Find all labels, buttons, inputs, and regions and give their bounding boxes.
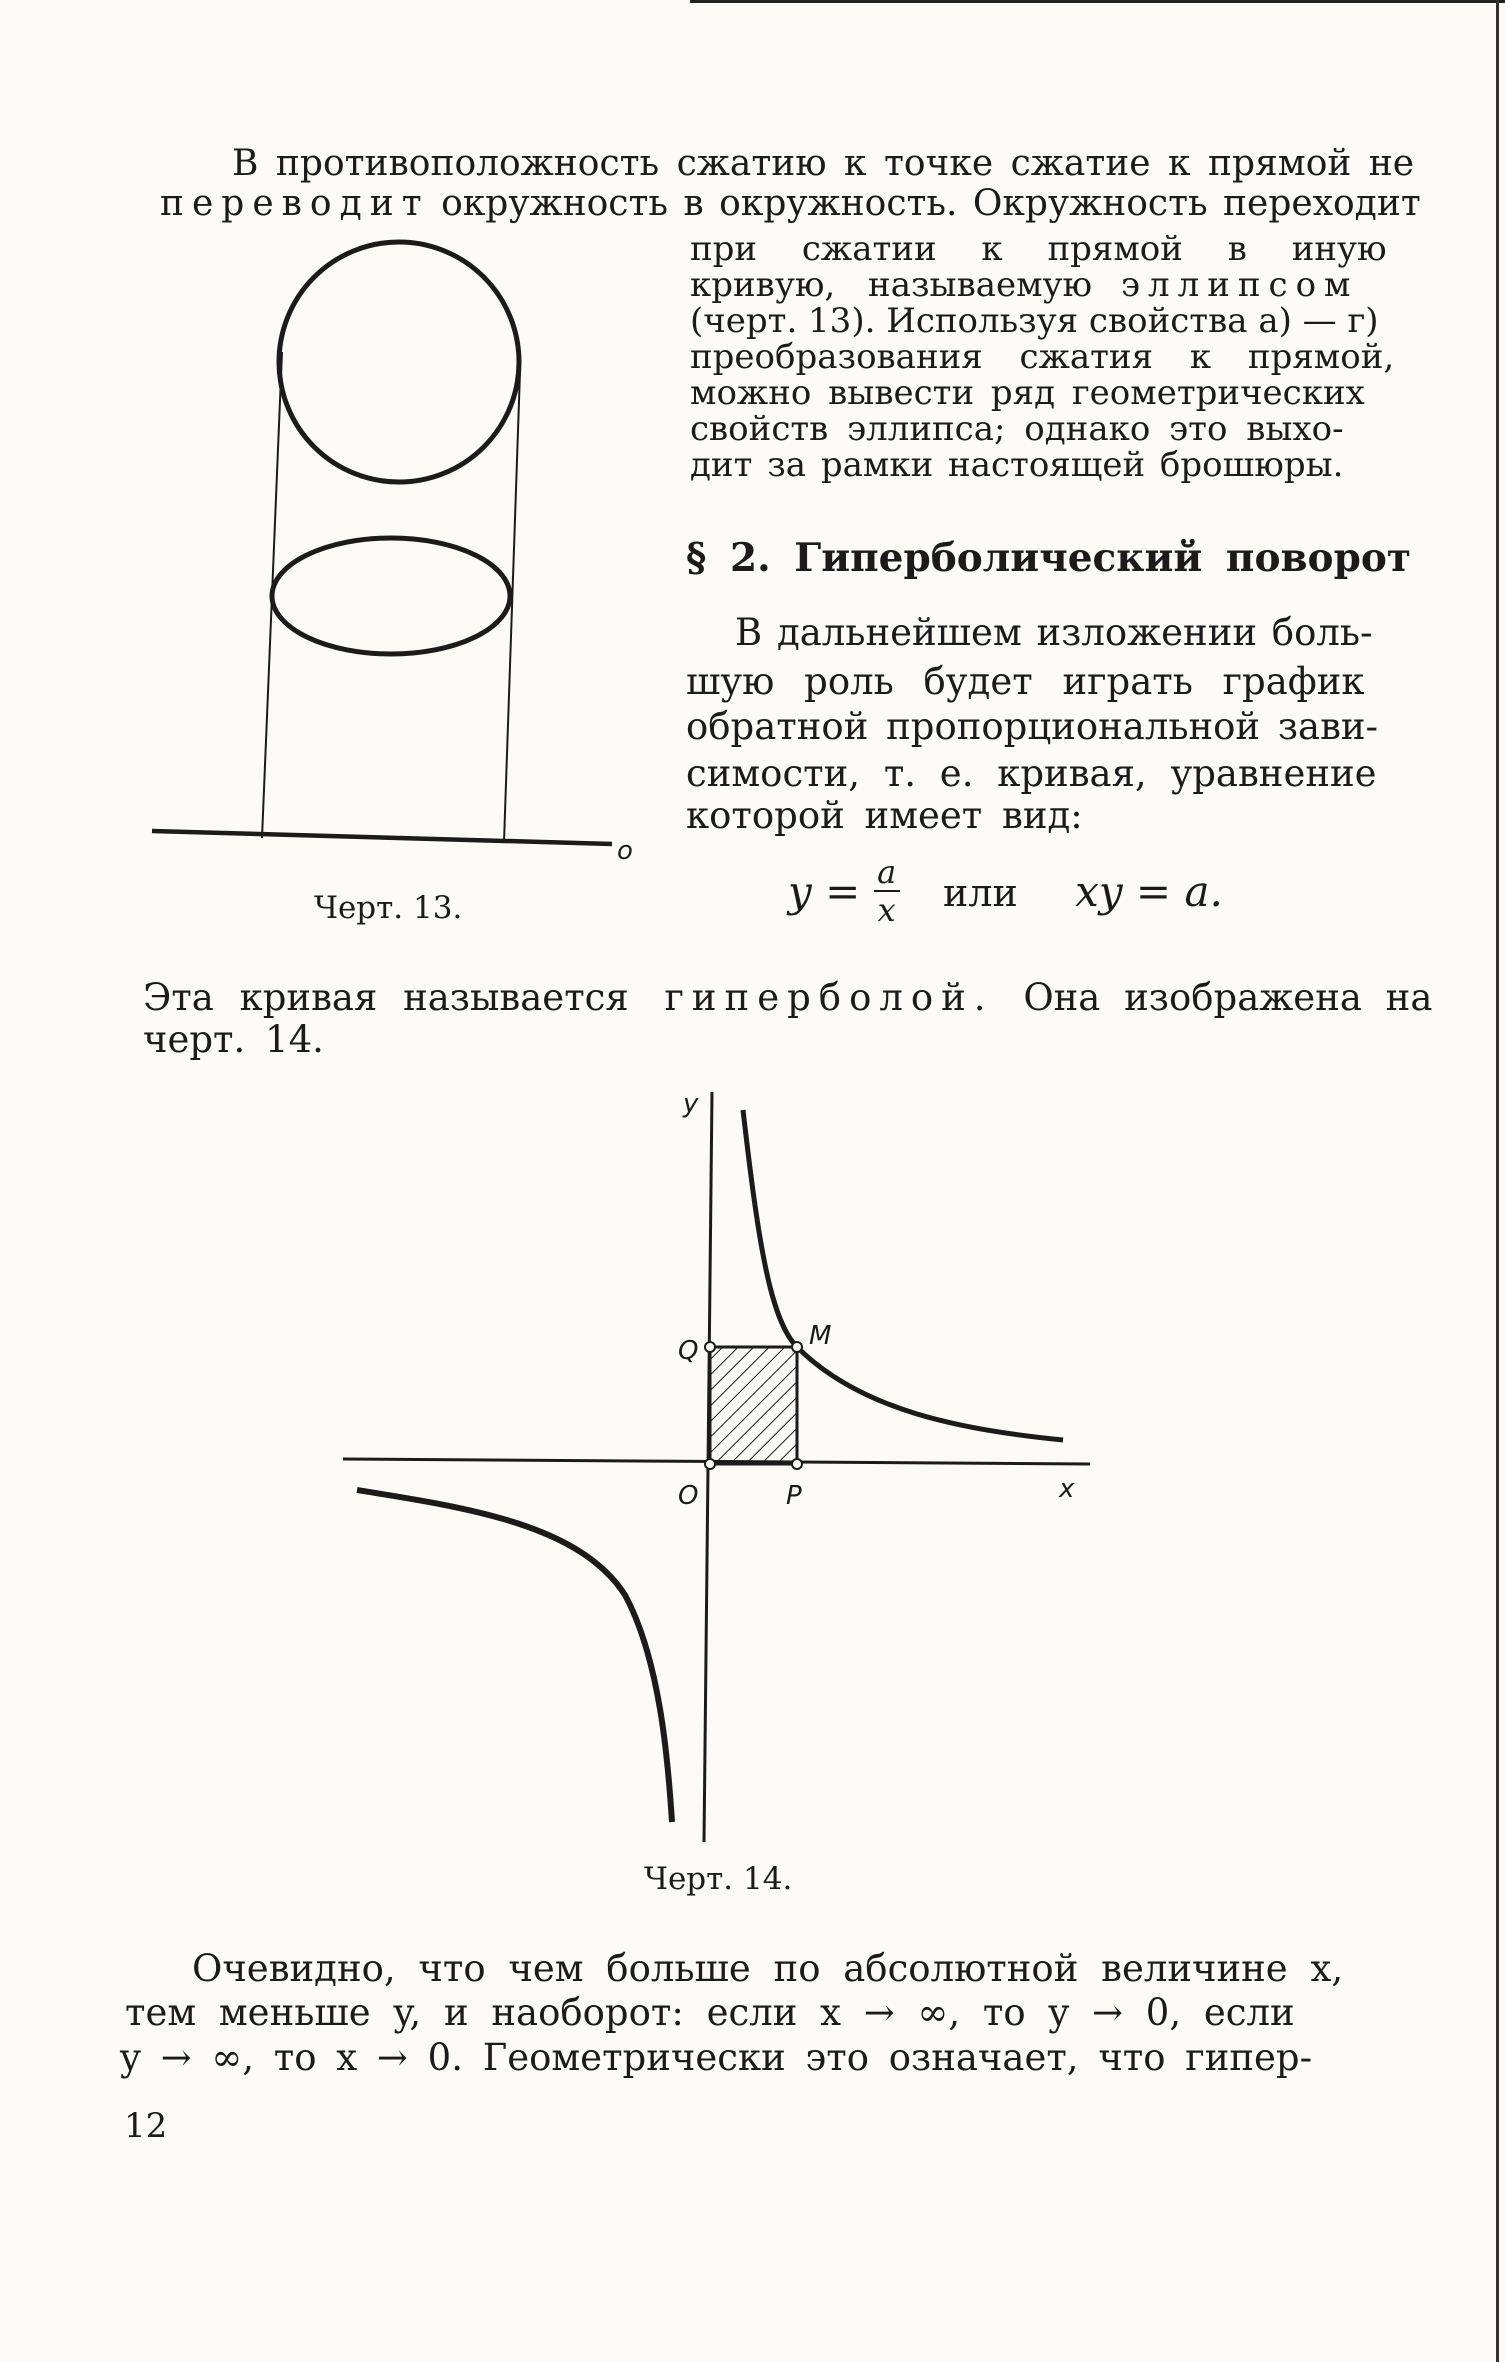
page-number: 12	[124, 2106, 168, 2146]
paragraph-1-line-2-rest: окружность в окружность. Окружность переходит	[441, 183, 1421, 224]
right-col-line-5: можно вывести ряд геометрических	[690, 373, 1365, 413]
point-p	[792, 1459, 802, 1469]
paragraph-2-line-5: которой имеет вид:	[686, 794, 1083, 837]
label-y: y	[683, 1089, 699, 1119]
right-col-line-6: свойств эллипса; однако это выхо-	[690, 409, 1344, 449]
point-q	[705, 1342, 715, 1352]
paragraph-3-line-2: черт. 14.	[143, 1018, 324, 1061]
right-col-line-7: дит за рамки настоящей брошюры.	[690, 445, 1344, 485]
figure-13-caption: Черт. 13.	[314, 890, 463, 926]
label-q: Q	[678, 1336, 699, 1366]
paragraph-4-line-1: Очевидно, что чем больше по абсолютной величине x,	[192, 1947, 1344, 1990]
section-heading: § 2. Гиперболический поворот	[686, 535, 1412, 581]
paragraph-2-line-4: симости, т. е. кривая, уравнение	[686, 752, 1377, 795]
right-col-line-4: преобразования сжатия к прямой,	[690, 337, 1395, 377]
right-col-line-3: (черт. 13). Используя свойства а) — г)	[690, 301, 1379, 341]
hatched-rectangle	[710, 1347, 797, 1464]
figure-13-label-o: o	[617, 836, 633, 866]
spaced-term-ellipse: эллипсом	[1120, 265, 1359, 305]
paragraph-2-line-3: обратной пропорциональной зави-	[686, 705, 1379, 748]
paragraph-3-line-1-a: Эта кривая называется	[143, 976, 629, 1019]
formula-lhs: y =	[788, 867, 861, 916]
figure-14-caption: Черт. 14.	[644, 1861, 793, 1897]
formula-or: или	[943, 871, 1018, 915]
paragraph-1-line-1: В противоположность сжатию к точке сжатие к прямой не	[232, 143, 1415, 184]
label-x: x	[1059, 1474, 1075, 1504]
spaced-term-perevodit: переводит	[160, 183, 430, 224]
right-col-line-2-a: кривую, называемую	[690, 265, 1093, 305]
hyperbola-branch-third-quadrant	[357, 1490, 672, 1822]
point-o	[705, 1459, 715, 1469]
point-m	[792, 1342, 802, 1352]
paragraph-4-line-2: тем меньше y, и наоборот: если x → ∞, то y → 0, если	[125, 1991, 1295, 2034]
paragraph-3-line-1-c: Она изображена на	[1023, 976, 1433, 1019]
label-o: O	[678, 1481, 699, 1511]
paragraph-2-line-2: шую роль будет играть график	[686, 660, 1365, 703]
paragraph-2-line-1: В дальнейшем изложении боль-	[735, 611, 1373, 654]
right-col-line-1: при сжатии к прямой в иную	[690, 229, 1387, 269]
label-m: M	[809, 1321, 832, 1351]
formula-rhs: xy = a.	[1075, 867, 1223, 916]
formula-denominator: x	[877, 891, 896, 929]
paragraph-4-line-3: y → ∞, то x → 0. Геометрически это означает, что гипер-	[120, 2036, 1313, 2079]
formula-numerator: a	[877, 853, 897, 891]
label-p: P	[786, 1481, 802, 1511]
spaced-term-hyperbola: гиперболой.	[664, 976, 994, 1019]
